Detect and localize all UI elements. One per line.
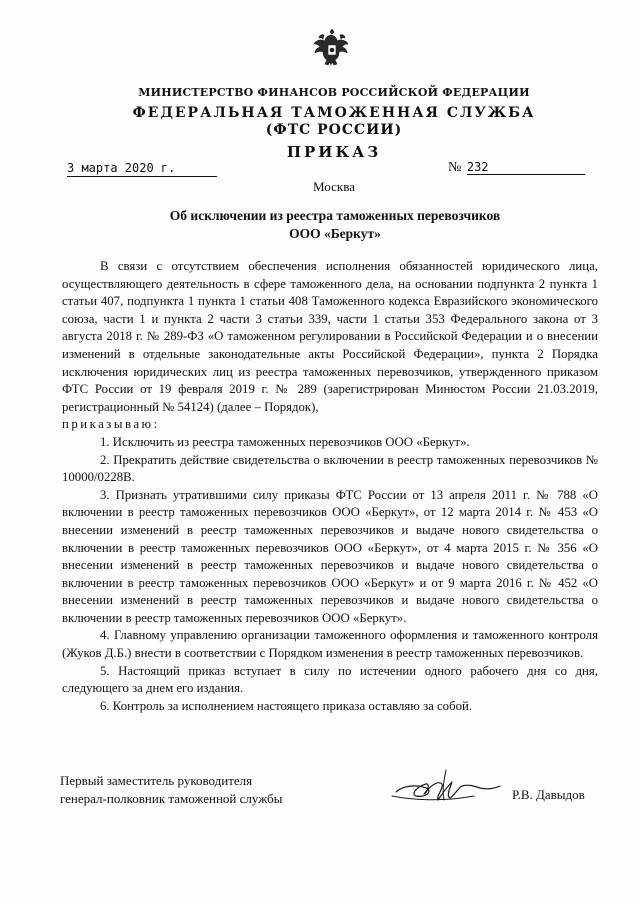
document-body — [62, 258, 598, 715]
order-item-2: 2. Прекратить действие свидетельства о включении в реестр таможенных перевозчиков № 10000/0228В. — [62, 452, 598, 485]
preamble-text: В связи с отсутствием обеспечения исполнения обязанностей юридического лица, осуществляющего деятельность в сфере таможенного дела, на основании подпункта 2 пункта 1 статьи 407, подпункта 1 пункта 1 статьи 408 Таможенного кодекса Евразийского экономического союза, части 1 и пункта 2 части 3 статьи 339, части 1 статьи 353 Федерального закона от 3 августа 2018 г. № 289-ФЗ «О таможенном регулировании в Российской Федерации и о внесении изменений в отдельные законодательные акты Российской Федерации», пункта 2 Порядка исключения юридических лиц из реестра таможенных перевозчиков, утвержденного приказом ФТС России от 19 февраля 2019 г. № 289 (зарегистрирован Минюстом России 21.03.2019, регистрационный № 54124) (далее – Порядок), — [62, 259, 598, 414]
order-word: приказываю: — [62, 417, 160, 432]
order-date: 3 марта 2020 г. — [67, 161, 217, 177]
preamble-paragraph — [62, 258, 598, 434]
signer-position-line-2: генерал-полковник таможенной службы — [60, 791, 283, 806]
signer-position — [60, 772, 282, 808]
signer-name: Р.В. Давыдов — [512, 787, 585, 802]
order-item-4: 4. Главному управлению организации таможенного оформления и таможенного контроля (Жуков Д.Б.) внести в соответствии с Порядком изменения в реестр таможенных перевозчиков. — [62, 628, 598, 661]
document-type: ПРИКАЗ — [286, 143, 382, 161]
coat-of-arms-icon — [310, 26, 354, 70]
ministry-heading: МИНИСТЕРСТВО ФИНАНСОВ РОССИЙСКОЙ ФЕДЕРАЦИИ — [138, 86, 530, 99]
service-heading: ФЕДЕРАЛЬНАЯ ТАМОЖЕННАЯ СЛУЖБА — [132, 105, 536, 121]
order-item-3: 3. Признать утратившими силу приказы ФТС России от 13 апреля 2011 г. № 788 «О включении в реестр таможенных перевозчиков ООО «Беркут», от 12 марта 2014 г. № 453 «О внесении изменений в реестр таможенных перевозчиков и выдаче нового свидетельства о включении в реестр таможенных перевозчиков ООО «Беркут», от 4 марта 2015 г. № 356 «О внесении изменений в реестр таможенных перевозчиков и выдаче нового свидетельства о включении в реестр таможенных перевозчиков ООО «Беркут» и от 9 марта 2016 г. № 452 «О внесении изменений в реестр таможенных перевозчиков и выдаче нового свидетельства о включении в реестр таможенных перевозчиков ООО «Беркут». — [62, 487, 598, 625]
city: Москва — [313, 179, 355, 194]
order-item-6: 6. Контроль за исполнением настоящего приказа оставляю за собой. — [100, 698, 473, 713]
document-title-line-1: Об исключении из реестра таможенных перевозчиков — [169, 208, 501, 223]
signer-position-line-1: Первый заместитель руководителя — [60, 773, 253, 788]
order-item-5: 5. Настоящий приказ вступает в силу по истечении одного рабочего дня со дня, следующего за днем его издания. — [62, 663, 598, 696]
order-item-1: 1. Исключить из реестра таможенных перевозчиков ООО «Беркут». — [100, 434, 470, 449]
order-number: 232 — [467, 160, 585, 175]
service-abbreviation: (ФТС РОССИИ) — [265, 122, 403, 138]
order-number-block — [448, 160, 585, 176]
document-title-line-2: ООО «Беркут» — [289, 226, 381, 241]
number-label: № — [448, 160, 462, 175]
handwritten-signature — [388, 766, 513, 808]
